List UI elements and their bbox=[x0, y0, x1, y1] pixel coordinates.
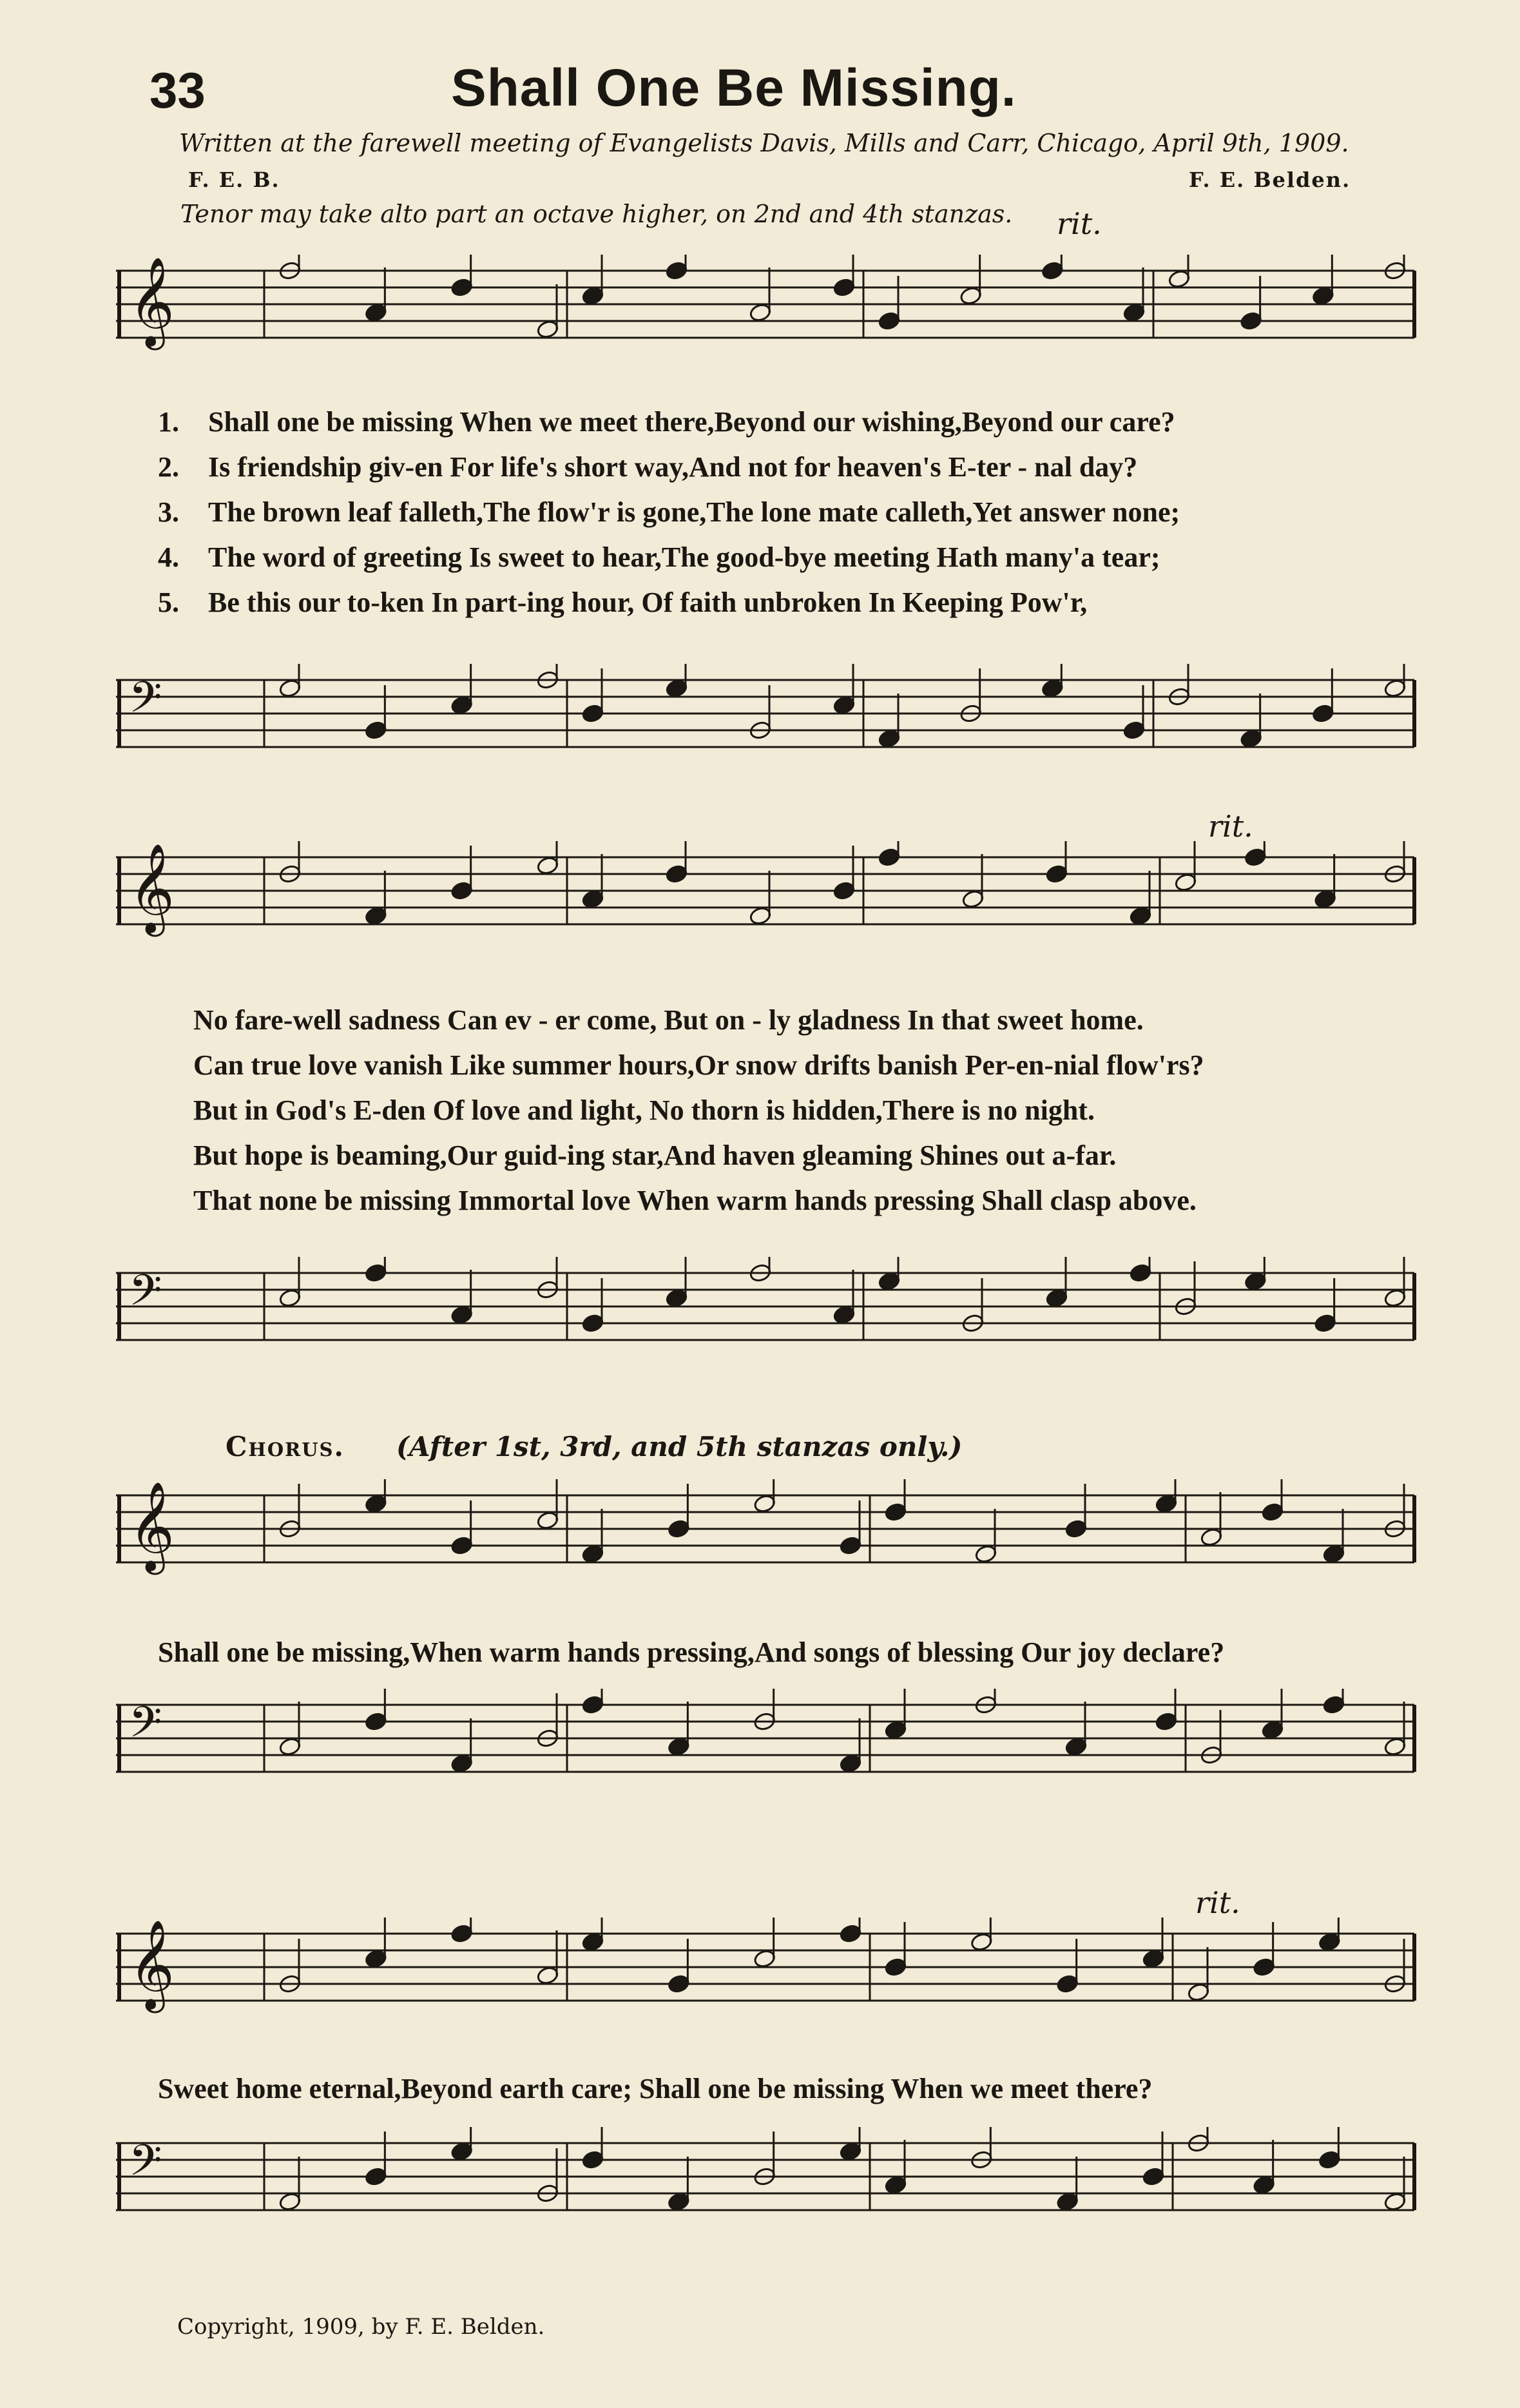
rit-mark-1: rit. bbox=[1057, 206, 1102, 241]
words-credit: F. E. B. bbox=[188, 168, 280, 192]
chorus-line-2: Sweet home eternal,Beyond earth care; Shall one be missing When we meet there? bbox=[158, 2073, 1153, 2104]
music-staff-bass-3 bbox=[116, 1689, 1418, 1882]
music-staff-bass-1 bbox=[116, 664, 1418, 857]
treble-clef-icon: 𝄞 bbox=[129, 1481, 175, 1571]
chorus-label: Chorus. bbox=[226, 1431, 345, 1462]
stanza-line: 5. Be this our to-ken In part-ing hour, Of faith unbroken In Keeping Pow'r, bbox=[158, 587, 1088, 618]
stanza-line: 4. The word of greeting Is sweet to hear,The good-bye meeting Hath many'a tear; bbox=[158, 541, 1160, 573]
music-staff-bass-4 bbox=[116, 2127, 1418, 2320]
stanza-line: 2. Is friendship giv-en For life's short way,And not for heaven's E-ter - nal day? bbox=[158, 451, 1138, 483]
treble-clef-icon: 𝄞 bbox=[129, 257, 175, 347]
stanza-line: No fare-well sadness Can ev - er come, But on - ly gladness In that sweet home. bbox=[193, 1004, 1144, 1036]
chorus-heading bbox=[226, 1431, 962, 1462]
stanza-line: 1. Shall one be missing When we meet there,Beyond our wishing,Beyond our care? bbox=[158, 406, 1175, 438]
bass-clef-icon: 𝄢 bbox=[129, 1265, 162, 1326]
hymn-title: Shall One Be Missing. bbox=[451, 59, 1017, 117]
stanza-line: But hope is beaming,Our guid-ing star,And haven gleaming Shines out a-far. bbox=[193, 1140, 1117, 1171]
chorus-note: (After 1st, 3rd, and 5th stanzas only.) bbox=[396, 1431, 963, 1462]
bass-clef-icon: 𝄢 bbox=[129, 2135, 162, 2196]
stanza-line: 3. The brown leaf falleth,The flow'r is gone,The lone mate calleth,Yet answer none; bbox=[158, 496, 1180, 528]
hymn-subtitle: Written at the farewell meeting of Evangelists Davis, Mills and Carr, Chicago, April 9th, 1909. bbox=[179, 129, 1349, 157]
chorus-line-1: Shall one be missing,When warm hands pressing,And songs of blessing Our joy declare? bbox=[158, 1636, 1225, 1668]
stanza-block-second-half bbox=[193, 998, 1204, 1223]
performance-note: Tenor may take alto part an octave higher, on 2nd and 4th stanzas. bbox=[180, 200, 1013, 228]
rit-mark-2: rit. bbox=[1208, 809, 1253, 844]
stanza-line: That none be missing Immortal love When warm hands pressing Shall clasp above. bbox=[193, 1185, 1197, 1216]
bass-clef-icon: 𝄢 bbox=[129, 1697, 162, 1758]
treble-clef-icon: 𝄞 bbox=[129, 1919, 175, 2010]
bass-clef-icon: 𝄢 bbox=[129, 672, 162, 733]
stanza-line: But in God's E-den Of love and light, No thorn is hidden,There is no night. bbox=[193, 1094, 1095, 1126]
rit-mark-3: rit. bbox=[1195, 1885, 1240, 1920]
hymn-number: 33 bbox=[149, 62, 206, 119]
stanza-block-first-half bbox=[158, 400, 1180, 625]
music-credit: F. E. Belden. bbox=[1189, 168, 1351, 192]
treble-clef-icon: 𝄞 bbox=[129, 843, 175, 933]
stanza-line: Can true love vanish Like summer hours,Or snow drifts banish Per-en-nial flow'rs? bbox=[193, 1049, 1204, 1081]
copyright-notice: Copyright, 1909, by F. E. Belden. bbox=[177, 2314, 545, 2340]
music-staff-bass-2 bbox=[116, 1257, 1418, 1450]
